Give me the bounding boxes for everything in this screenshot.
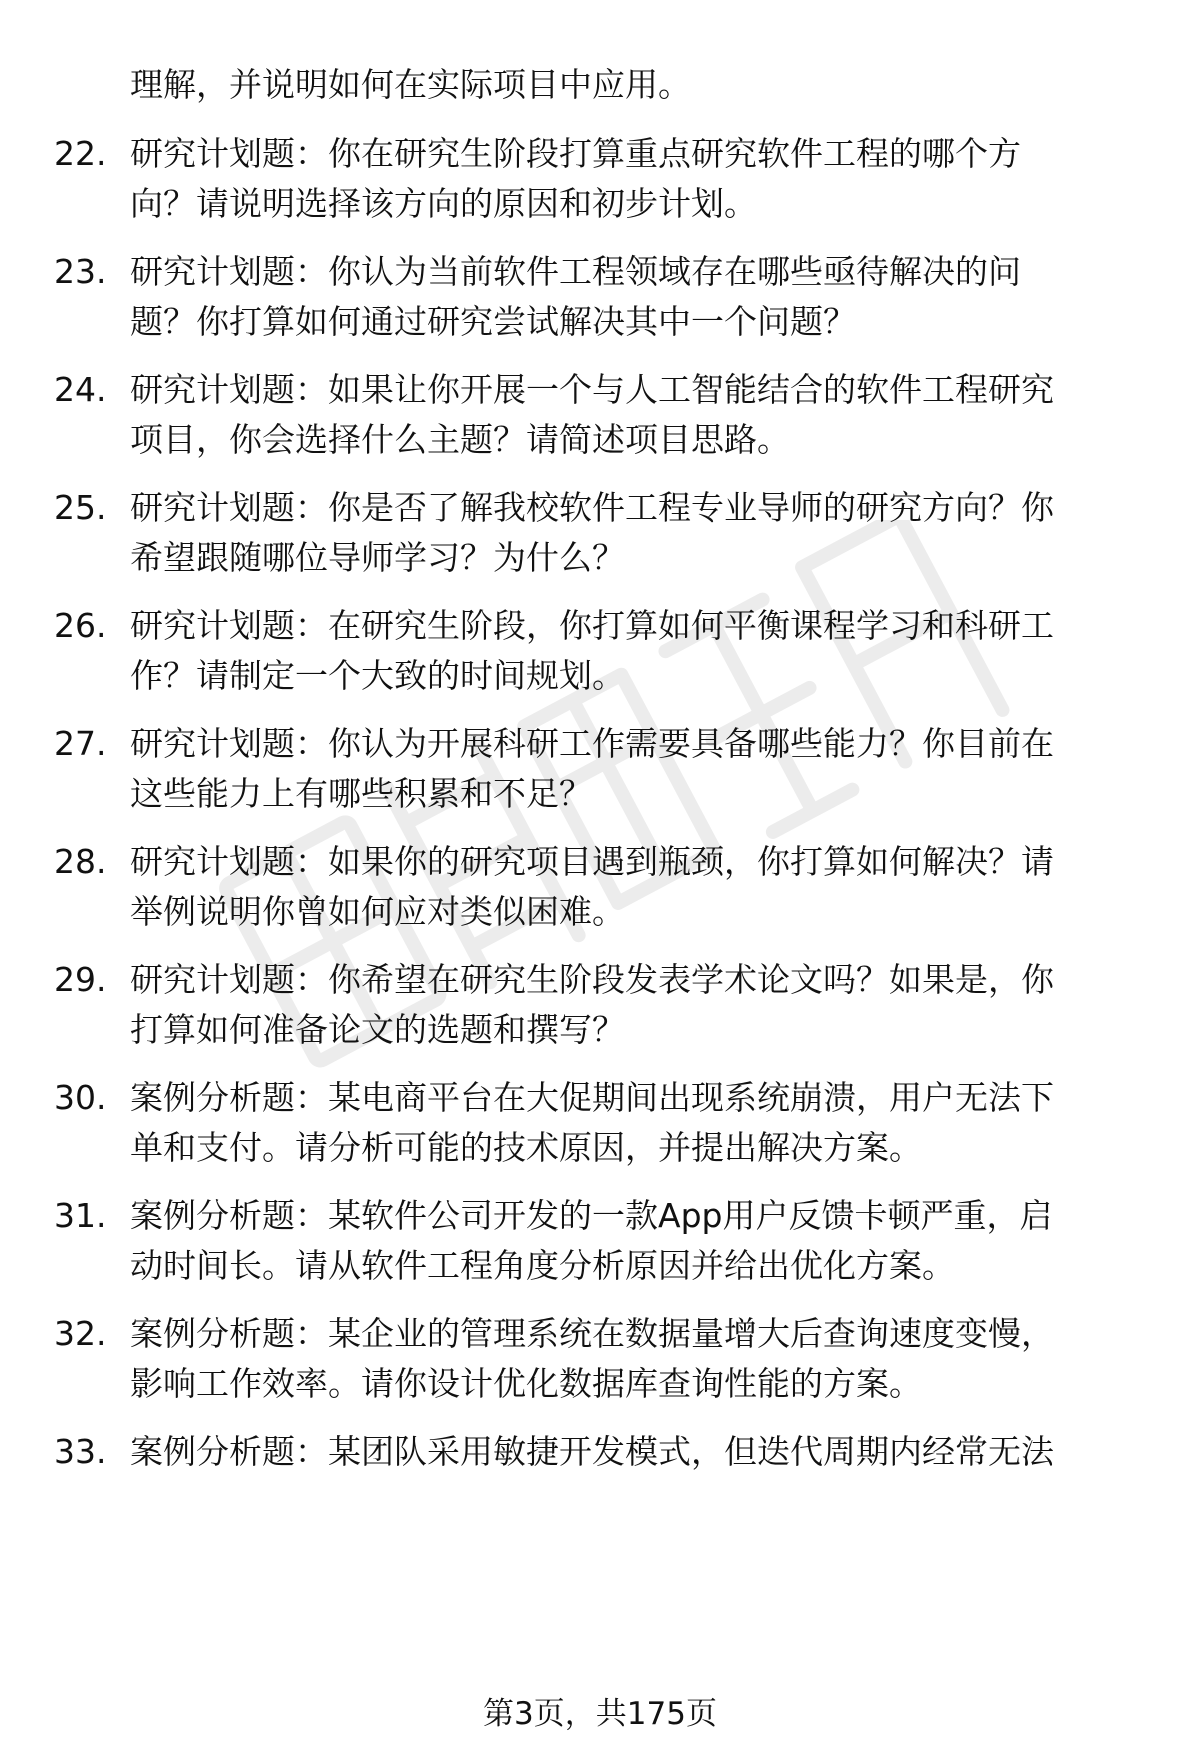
item-text-line: 研究计划题：你认为开展科研工作需要具备哪些能力？你目前在 <box>130 724 1054 763</box>
item-number: 27. <box>54 724 107 763</box>
item-text-line: 这些能力上有哪些积累和不足？ <box>130 774 592 813</box>
item-text-line: 动时间长。请从软件工程角度分析原因并给出优化方案。 <box>130 1246 955 1285</box>
list-item <box>0 1307 1200 1417</box>
item-number: 22. <box>54 134 107 173</box>
item-text-line: 案例分析题：某企业的管理系统在数据量增大后查询速度变慢， <box>130 1314 1054 1353</box>
page-number: 第3页，共175页 <box>483 1696 717 1732</box>
item-text-line: 研究计划题：你认为当前软件工程领域存在哪些亟待解决的问 <box>130 252 1021 291</box>
item-number: 31. <box>54 1196 107 1235</box>
item-text-line: 研究计划题：你在研究生阶段打算重点研究软件工程的哪个方 <box>130 134 1021 173</box>
list-item <box>0 1189 1200 1299</box>
item-text-line: 案例分析题：某电商平台在大促期间出现系统崩溃，用户无法下 <box>130 1078 1054 1117</box>
list-item <box>0 1425 1200 1535</box>
item-text-line: 影响工作效率。请你设计优化数据库查询性能的方案。 <box>130 1364 922 1403</box>
item-text-line: 研究计划题：你希望在研究生阶段发表学术论文吗？如果是，你 <box>130 960 1054 999</box>
item-text-line: 向？请说明选择该方向的原因和初步计划。 <box>130 184 757 223</box>
item-text-line: 研究计划题：在研究生阶段，你打算如何平衡课程学习和科研工 <box>130 606 1054 645</box>
item-text-line: 项目，你会选择什么主题？请简述项目思路。 <box>130 420 790 459</box>
item-text-line: 打算如何准备论文的选题和撰写？ <box>130 1010 625 1049</box>
item-number: 24. <box>54 370 107 409</box>
item-text-line: 题？你打算如何通过研究尝试解决其中一个问题？ <box>130 302 856 341</box>
item-number: 29. <box>54 960 107 999</box>
item-text-line: 案例分析题：某团队采用敏捷开发模式，但迭代周期内经常无法 <box>130 1432 1054 1471</box>
item-text-line: 作？请制定一个大致的时间规划。 <box>130 656 625 695</box>
item-text-line: 研究计划题：你是否了解我校软件工程专业导师的研究方向？你 <box>130 488 1054 527</box>
list-item <box>0 363 1200 473</box>
list-item <box>0 1071 1200 1181</box>
item-text-line: 希望跟随哪位导师学习？为什么？ <box>130 538 625 577</box>
item-number: 25. <box>54 488 107 527</box>
item-text-line: 研究计划题：如果让你开展一个与人工智能结合的软件工程研究 <box>130 370 1054 409</box>
list-item <box>0 599 1200 709</box>
item-number: 28. <box>54 842 107 881</box>
list-item <box>0 127 1200 237</box>
item-number: 30. <box>54 1078 107 1117</box>
item-number: 33. <box>54 1432 107 1471</box>
item-text-line: 举例说明你曾如何应对类似困难。 <box>130 892 625 931</box>
item-text-line: 研究计划题：如果你的研究项目遇到瓶颈，你打算如何解决？请 <box>130 842 1054 881</box>
list-item <box>0 835 1200 945</box>
continued-text: 理解，并说明如何在实际项目中应用。 <box>130 65 691 104</box>
item-text-line: 案例分析题：某软件公司开发的一款App用户反馈卡顿严重，启 <box>130 1196 1053 1235</box>
item-number: 23. <box>54 252 107 291</box>
item-number: 26. <box>54 606 107 645</box>
list-item <box>0 481 1200 591</box>
list-item <box>0 953 1200 1063</box>
item-number: 32. <box>54 1314 107 1353</box>
list-item <box>0 717 1200 827</box>
item-text-line: 单和支付。请分析可能的技术原因，并提出解决方案。 <box>130 1128 922 1167</box>
list-item <box>0 245 1200 355</box>
